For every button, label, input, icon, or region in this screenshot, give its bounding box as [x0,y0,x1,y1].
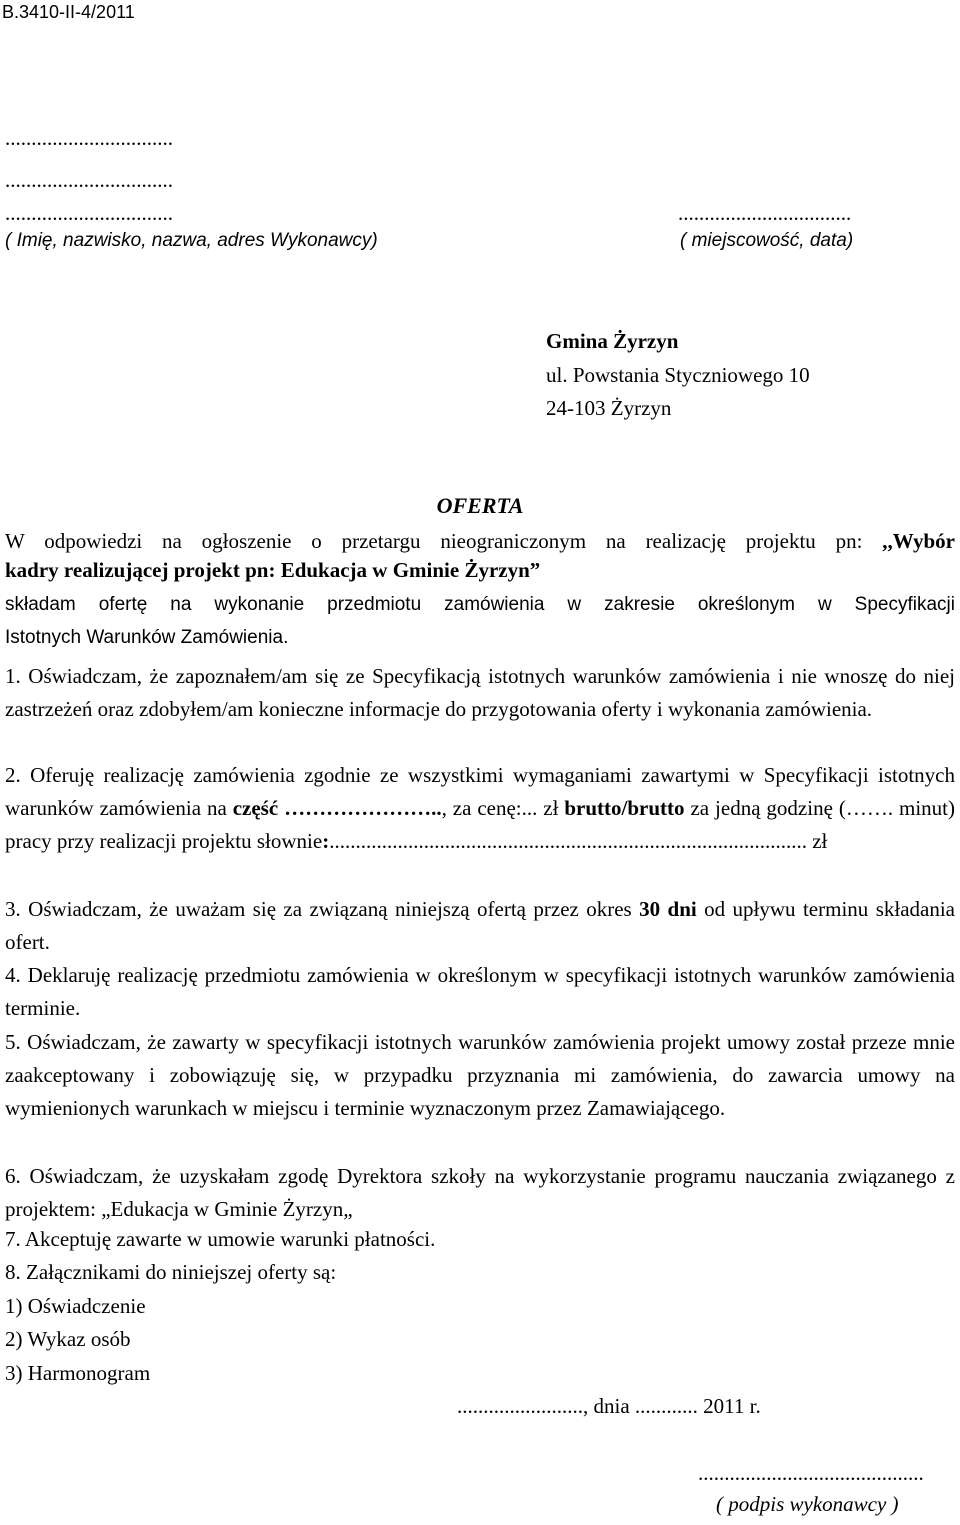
document-reference: B.3410-II-4/2011 [2,2,135,22]
offer-title: OFERTA [436,493,524,518]
intro-line-3: składam ofertę na wykonanie przedmiotu zamówienia w zakresie określonym w Specyfikacji [5,594,955,615]
item-2-part: część ………………….. [232,796,442,820]
place-date-caption: ( miejscowość, data) [680,230,854,251]
intro-line-1 [5,525,955,558]
attachment-2: 2) Wykaz osób [5,1327,131,1351]
contractor-dots-2: ................................ [5,168,173,192]
intro-line-4: Istotnych Warunków Zamówienia. [5,627,289,648]
item-2-colon: : [322,829,330,853]
item-2-brutto: brutto/brutto [564,796,685,820]
signature-caption: ( podpis wykonawcy ) [716,1492,899,1516]
item-3 [5,893,955,959]
item-7: 7. Akceptuję zawarte w umowie warunki płatności. [5,1227,436,1251]
recipient-name: Gmina Żyrzyn [546,329,679,353]
item-8: 8. Załącznikami do niniejszej oferty są: [5,1260,337,1284]
item-2-text-g: ........................................................................................... zł [329,829,828,853]
item-1: 1. Oświadczam, że zapoznałem/am się ze Specyfikacją istotnych warunków zamówienia i nie wnoszę do niej zastrzeżeń oraz zdobyłem/am konieczne informacje do przygotowania oferty i wykonania zamówienia. [5,664,955,721]
item-2-text-e: za jedną godzinę (……. minut) pracy przy realizacji projektu słownie [5,796,955,853]
recipient-city: 24-103 Żyrzyn [546,396,672,420]
item-3-days: 30 dni [639,897,697,921]
item-2-text-a: 2. Oferuję realizację zamówienia zgodnie ze wszystkimi wymaganiami zawartymi w Specyfikacji istotnych warunków zamówienia na [5,763,955,820]
item-2-text-c: , za cenę:... zł [441,796,565,820]
intro-project-name-start: ,,Wybór [882,529,955,553]
intro-project-name: kadry realizującej projekt pn: Edukacja w Gminie Żyrzyn” [5,558,541,582]
contractor-dots-1: ................................ [5,126,173,150]
contractor-dots-3: ................................ [5,201,173,225]
contractor-caption: ( Imię, nazwisko, nazwa, adres Wykonawcy) [5,230,378,251]
item-2 [5,759,955,858]
attachment-1: 1) Oświadczenie [5,1294,146,1318]
intro-text: W odpowiedzi na ogłoszenie o przetargu nieograniczonym na realizację projektu pn: [5,529,883,553]
item-3-text-c: od upływu terminu składania ofert. [5,897,955,954]
date-line: ........................, dnia ............ 2011 r. [457,1394,761,1418]
attachment-3: 3) Harmonogram [5,1361,151,1385]
item-3-text-a: 3. Oświadczam, że uważam się za związaną niniejszą ofertą przez okres [5,897,640,921]
item-4: 4. Deklaruję realizację przedmiotu zamówienia w określonym w specyfikacji istotnych warunków zamówienia terminie. [5,963,955,1020]
place-date-dots: ................................. [678,201,852,225]
recipient-street: ul. Powstania Styczniowego 10 [546,363,810,387]
item-5: 5. Oświadczam, że zawarty w specyfikacji istotnych warunków zamówienia projekt umowy został przeze mnie zaakceptowany i zobowiązuję się, w przypadku przyznania mi zamówienia, do zawarcia umowy na wymienionych warunkach w miejscu i terminie wyznaczonym przez Zamawiającego. [5,1030,955,1120]
signature-dots: ........................................... [698,1461,924,1485]
item-6: 6. Oświadczam, że uzyskałam zgodę Dyrektora szkoły na wykorzystanie programu nauczania związanego z projektem: „Edukacja w Gminie Żyrzyn„ [5,1164,955,1221]
